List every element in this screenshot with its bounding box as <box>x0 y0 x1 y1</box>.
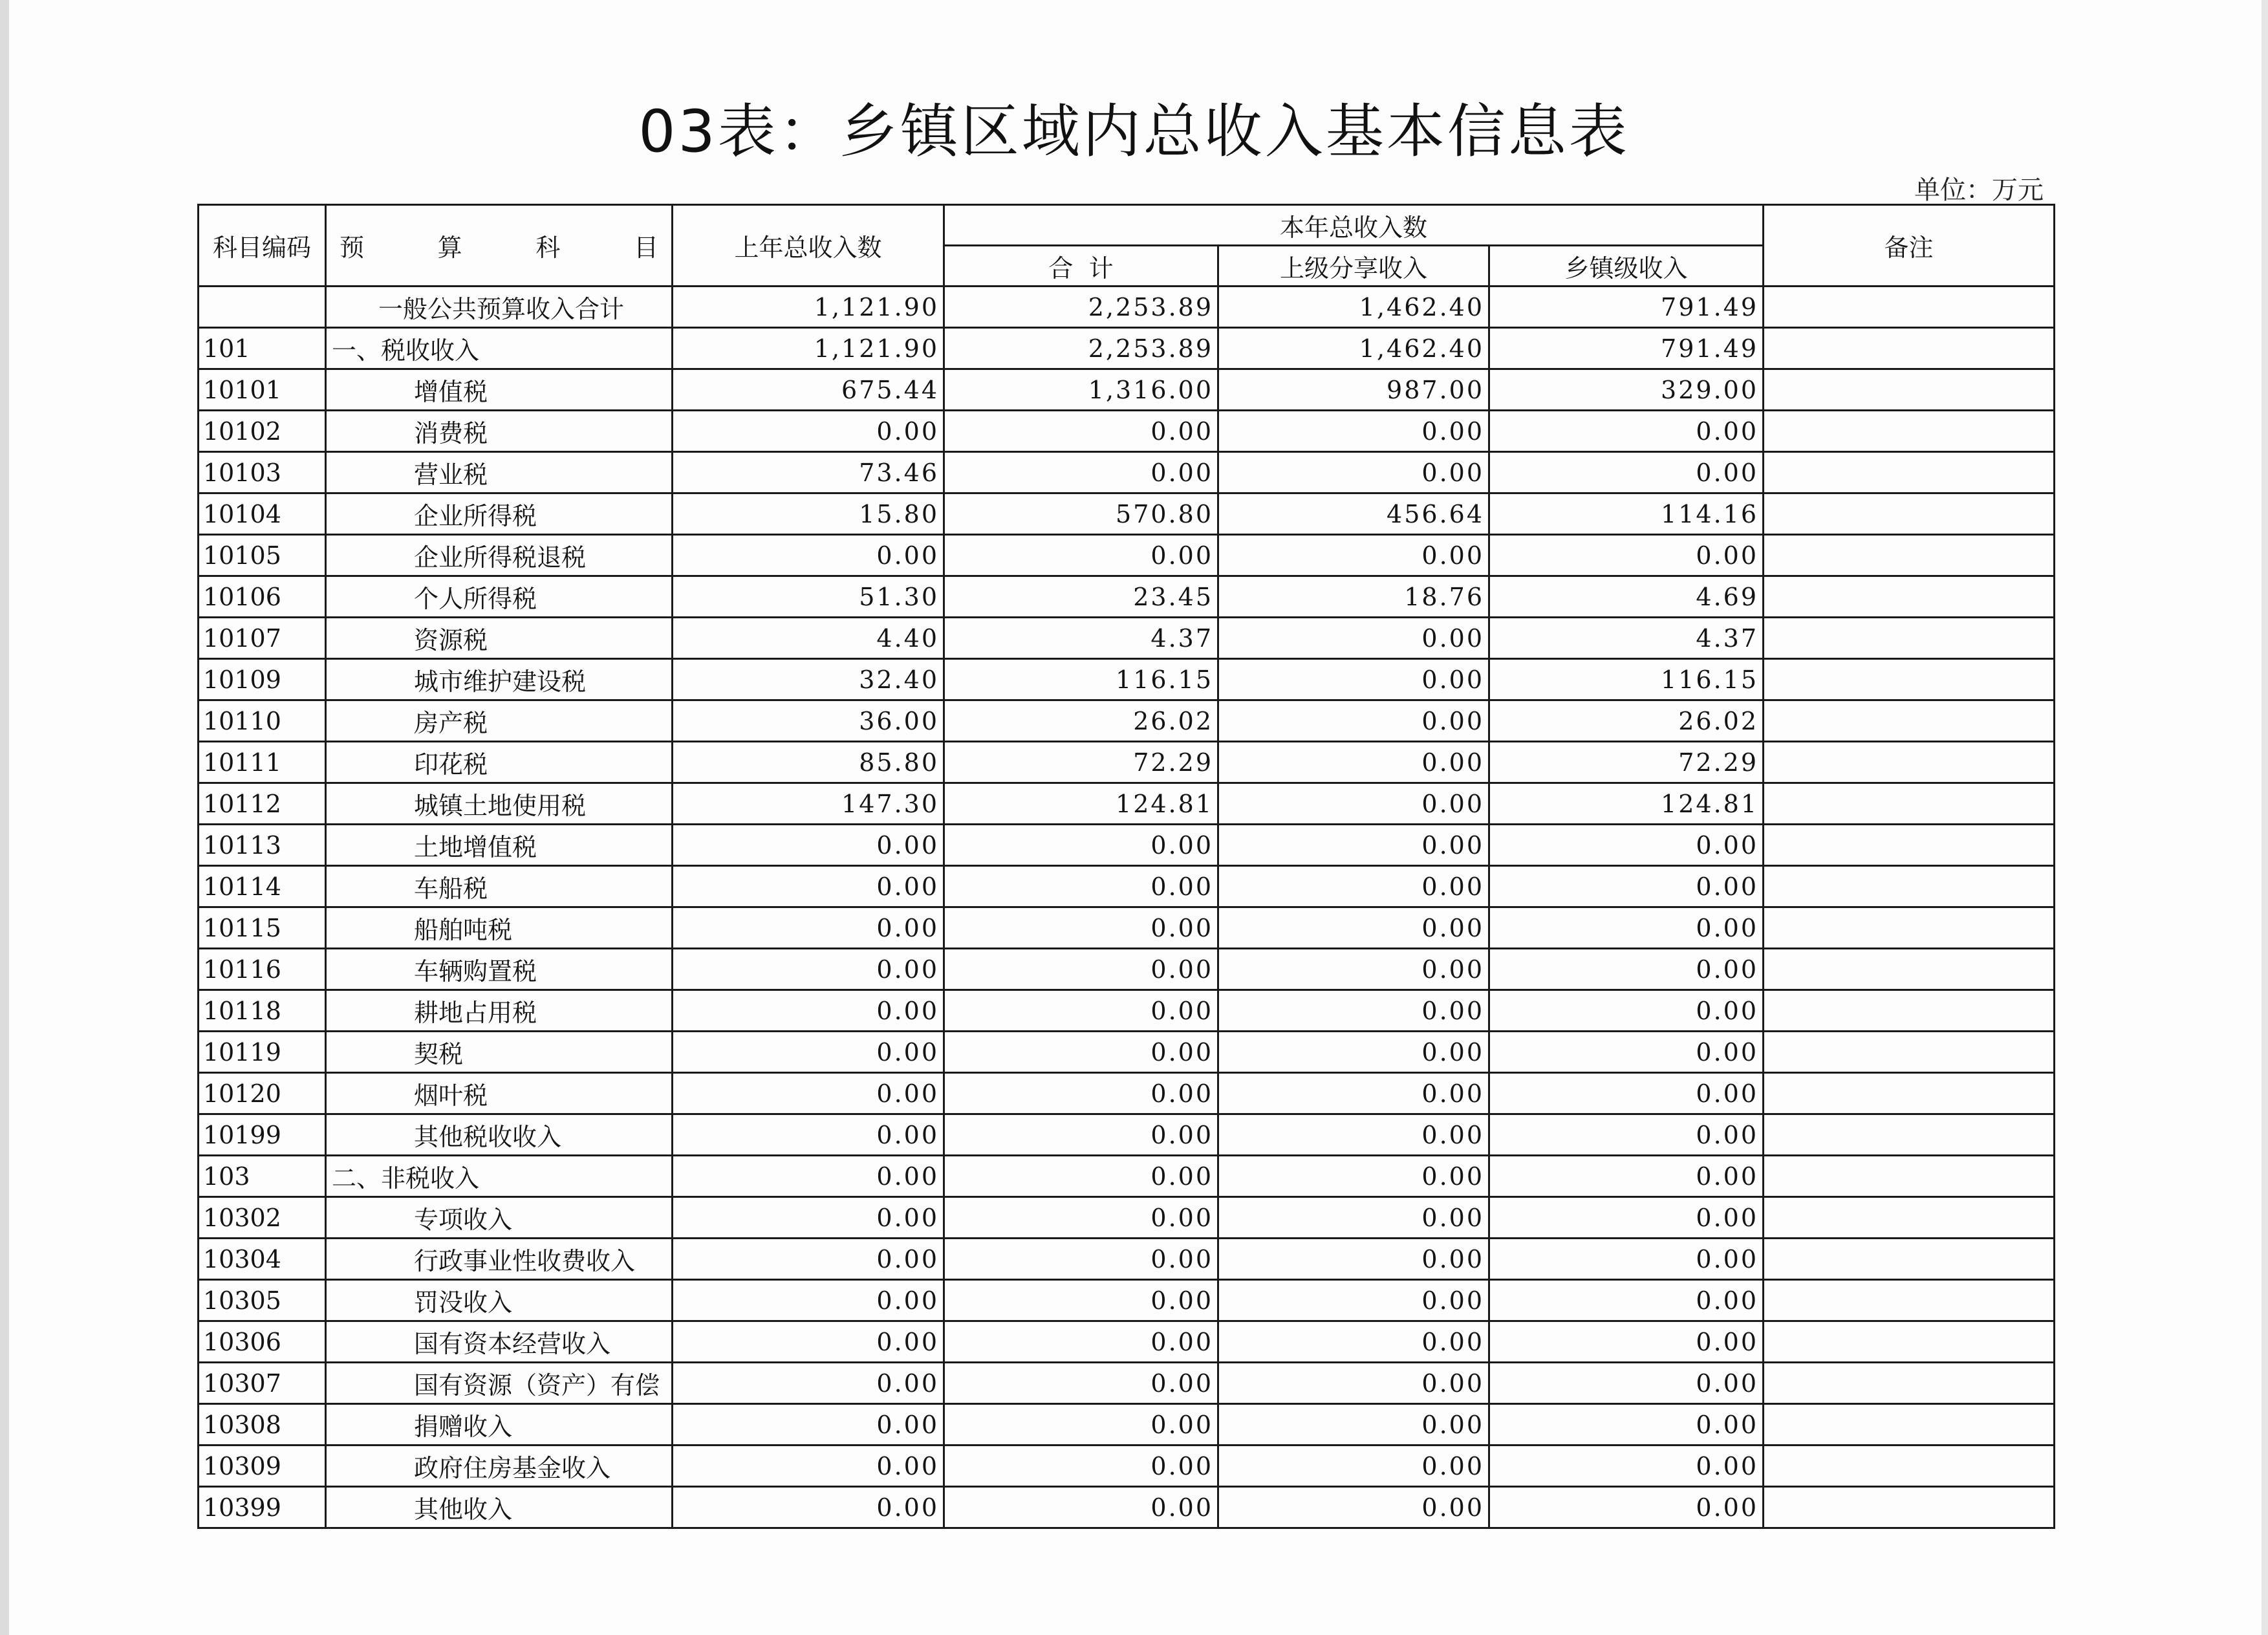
cell-code: 10101 <box>199 369 326 411</box>
header-code: 科目编码 <box>199 205 326 287</box>
cell-last-year: 0.00 <box>673 1032 944 1073</box>
cell-remark <box>1764 576 2055 618</box>
cell-code: 10111 <box>199 742 326 783</box>
cell-town-level: 0.00 <box>1489 1073 1764 1114</box>
cell-upper-share: 0.00 <box>1218 742 1489 783</box>
cell-upper-share: 0.00 <box>1218 1114 1489 1156</box>
cell-code: 10308 <box>199 1404 326 1446</box>
revenue-table <box>197 204 2055 1529</box>
cell-town-level: 0.00 <box>1489 1321 1764 1363</box>
cell-upper-share: 0.00 <box>1218 1321 1489 1363</box>
table-row <box>199 700 2055 742</box>
cell-remark <box>1764 1156 2055 1197</box>
cell-code: 10113 <box>199 825 326 866</box>
cell-upper-share: 1,462.40 <box>1218 287 1489 328</box>
table-row <box>199 1321 2055 1363</box>
cell-subject: 城镇土地使用税 <box>326 783 673 825</box>
cell-subject: 房产税 <box>326 700 673 742</box>
header-this-year: 本年总收入数 <box>944 205 1764 246</box>
cell-town-level: 0.00 <box>1489 1446 1764 1487</box>
cell-remark <box>1764 287 2055 328</box>
cell-last-year: 0.00 <box>673 949 944 990</box>
table-row <box>199 1280 2055 1321</box>
table-row <box>199 1032 2055 1073</box>
cell-remark <box>1764 700 2055 742</box>
cell-remark <box>1764 949 2055 990</box>
cell-subject: 车船税 <box>326 866 673 907</box>
cell-subject: 二、非税收入 <box>326 1156 673 1197</box>
cell-town-level: 116.15 <box>1489 659 1764 700</box>
cell-total: 0.00 <box>944 1404 1218 1446</box>
cell-code: 10114 <box>199 866 326 907</box>
cell-subject: 罚没收入 <box>326 1280 673 1321</box>
cell-total: 0.00 <box>944 866 1218 907</box>
header-total: 合 计 <box>944 246 1218 287</box>
cell-town-level: 4.69 <box>1489 576 1764 618</box>
cell-last-year: 0.00 <box>673 1363 944 1404</box>
table-row <box>199 990 2055 1032</box>
cell-total: 1,316.00 <box>944 369 1218 411</box>
cell-upper-share: 0.00 <box>1218 659 1489 700</box>
table-row <box>199 328 2055 369</box>
cell-last-year: 0.00 <box>673 1446 944 1487</box>
cell-total: 0.00 <box>944 1114 1218 1156</box>
table-row <box>199 866 2055 907</box>
cell-town-level: 0.00 <box>1489 535 1764 576</box>
cell-town-level: 0.00 <box>1489 1363 1764 1404</box>
header-remark: 备注 <box>1764 205 2055 287</box>
cell-last-year: 0.00 <box>673 1156 944 1197</box>
cell-town-level: 0.00 <box>1489 1197 1764 1239</box>
cell-upper-share: 0.00 <box>1218 411 1489 452</box>
cell-last-year: 147.30 <box>673 783 944 825</box>
table-row <box>199 287 2055 328</box>
cell-town-level: 0.00 <box>1489 1239 1764 1280</box>
cell-last-year: 0.00 <box>673 1321 944 1363</box>
cell-code: 10119 <box>199 1032 326 1073</box>
cell-code: 10306 <box>199 1321 326 1363</box>
cell-upper-share: 18.76 <box>1218 576 1489 618</box>
cell-remark <box>1764 1032 2055 1073</box>
cell-total: 124.81 <box>944 783 1218 825</box>
cell-upper-share: 0.00 <box>1218 1073 1489 1114</box>
cell-last-year: 675.44 <box>673 369 944 411</box>
table-row <box>199 907 2055 949</box>
cell-code: 10103 <box>199 452 326 493</box>
cell-last-year: 0.00 <box>673 1404 944 1446</box>
cell-subject: 捐赠收入 <box>326 1404 673 1446</box>
cell-total: 570.80 <box>944 493 1218 535</box>
table-row <box>199 1197 2055 1239</box>
cell-remark <box>1764 1487 2055 1528</box>
cell-subject: 耕地占用税 <box>326 990 673 1032</box>
cell-remark <box>1764 659 2055 700</box>
table-row <box>199 576 2055 618</box>
cell-town-level: 0.00 <box>1489 990 1764 1032</box>
cell-code: 10112 <box>199 783 326 825</box>
cell-code: 10115 <box>199 907 326 949</box>
cell-subject: 船舶吨税 <box>326 907 673 949</box>
cell-total: 0.00 <box>944 535 1218 576</box>
cell-total: 0.00 <box>944 1032 1218 1073</box>
cell-remark <box>1764 866 2055 907</box>
cell-remark <box>1764 825 2055 866</box>
table-body <box>199 287 2055 1528</box>
cell-subject: 企业所得税退税 <box>326 535 673 576</box>
cell-subject: 行政事业性收费收入 <box>326 1239 673 1280</box>
cell-last-year: 0.00 <box>673 825 944 866</box>
header-subject-char: 算 <box>437 233 462 262</box>
cell-remark <box>1764 1073 2055 1114</box>
cell-remark <box>1764 1114 2055 1156</box>
cell-town-level: 4.37 <box>1489 618 1764 659</box>
cell-town-level: 0.00 <box>1489 907 1764 949</box>
cell-town-level: 791.49 <box>1489 328 1764 369</box>
cell-town-level: 0.00 <box>1489 866 1764 907</box>
cell-last-year: 4.40 <box>673 618 944 659</box>
cell-last-year: 0.00 <box>673 907 944 949</box>
table-row <box>199 452 2055 493</box>
cell-code: 10309 <box>199 1446 326 1487</box>
table-row <box>199 1239 2055 1280</box>
cell-subject: 政府住房基金收入 <box>326 1446 673 1487</box>
cell-total: 0.00 <box>944 1239 1218 1280</box>
cell-subject: 企业所得税 <box>326 493 673 535</box>
cell-town-level: 0.00 <box>1489 1032 1764 1073</box>
table-row <box>199 1404 2055 1446</box>
cell-total: 0.00 <box>944 1321 1218 1363</box>
cell-subject: 车辆购置税 <box>326 949 673 990</box>
cell-code: 10304 <box>199 1239 326 1280</box>
cell-upper-share: 0.00 <box>1218 949 1489 990</box>
cell-code: 10102 <box>199 411 326 452</box>
cell-subject: 国有资源（资产）有偿 <box>326 1363 673 1404</box>
cell-last-year: 73.46 <box>673 452 944 493</box>
table-row <box>199 949 2055 990</box>
cell-last-year: 0.00 <box>673 1239 944 1280</box>
cell-subject: 增值税 <box>326 369 673 411</box>
cell-total: 0.00 <box>944 1363 1218 1404</box>
cell-remark <box>1764 1239 2055 1280</box>
cell-town-level: 0.00 <box>1489 411 1764 452</box>
cell-subject: 其他税收收入 <box>326 1114 673 1156</box>
cell-remark <box>1764 411 2055 452</box>
cell-subject: 资源税 <box>326 618 673 659</box>
cell-code: 10399 <box>199 1487 326 1528</box>
cell-code: 10116 <box>199 949 326 990</box>
header-subject-char: 预 <box>340 233 365 262</box>
cell-upper-share: 0.00 <box>1218 452 1489 493</box>
cell-town-level: 0.00 <box>1489 825 1764 866</box>
header-last-year: 上年总收入数 <box>673 205 944 287</box>
cell-code: 10107 <box>199 618 326 659</box>
cell-town-level: 0.00 <box>1489 1156 1764 1197</box>
cell-last-year: 36.00 <box>673 700 944 742</box>
header-subject-char: 目 <box>633 233 658 262</box>
cell-town-level: 0.00 <box>1489 1114 1764 1156</box>
cell-upper-share: 0.00 <box>1218 1404 1489 1446</box>
cell-code: 10109 <box>199 659 326 700</box>
cell-subject: 契税 <box>326 1032 673 1073</box>
cell-town-level: 0.00 <box>1489 452 1764 493</box>
page-title: 03表：乡镇区域内总收入基本信息表 <box>638 98 1630 166</box>
cell-upper-share: 0.00 <box>1218 990 1489 1032</box>
cell-remark <box>1764 535 2055 576</box>
cell-total: 0.00 <box>944 1156 1218 1197</box>
cell-code: 103 <box>199 1156 326 1197</box>
cell-total: 0.00 <box>944 907 1218 949</box>
cell-total: 72.29 <box>944 742 1218 783</box>
cell-subject: 一、税收收入 <box>326 328 673 369</box>
cell-code: 10305 <box>199 1280 326 1321</box>
cell-last-year: 0.00 <box>673 1197 944 1239</box>
cell-town-level: 791.49 <box>1489 287 1764 328</box>
cell-last-year: 0.00 <box>673 1487 944 1528</box>
cell-code: 10302 <box>199 1197 326 1239</box>
cell-remark <box>1764 1446 2055 1487</box>
cell-upper-share: 0.00 <box>1218 1487 1489 1528</box>
cell-remark <box>1764 452 2055 493</box>
cell-subject: 印花税 <box>326 742 673 783</box>
cell-subject: 烟叶税 <box>326 1073 673 1114</box>
cell-town-level: 329.00 <box>1489 369 1764 411</box>
cell-last-year: 0.00 <box>673 1114 944 1156</box>
table-row <box>199 783 2055 825</box>
table-row <box>199 825 2055 866</box>
cell-last-year: 0.00 <box>673 866 944 907</box>
cell-code: 10120 <box>199 1073 326 1114</box>
cell-last-year: 0.00 <box>673 535 944 576</box>
cell-total: 0.00 <box>944 990 1218 1032</box>
cell-upper-share: 0.00 <box>1218 535 1489 576</box>
table-row <box>199 1446 2055 1487</box>
cell-last-year: 0.00 <box>673 990 944 1032</box>
cell-code: 10104 <box>199 493 326 535</box>
cell-town-level: 124.81 <box>1489 783 1764 825</box>
cell-total: 2,253.89 <box>944 328 1218 369</box>
cell-code <box>199 287 326 328</box>
cell-code: 10307 <box>199 1363 326 1404</box>
cell-remark <box>1764 1321 2055 1363</box>
cell-upper-share: 0.00 <box>1218 1156 1489 1197</box>
table-row <box>199 1156 2055 1197</box>
table-row <box>199 411 2055 452</box>
cell-upper-share: 987.00 <box>1218 369 1489 411</box>
cell-subject: 营业税 <box>326 452 673 493</box>
cell-total: 26.02 <box>944 700 1218 742</box>
cell-subject: 土地增值税 <box>326 825 673 866</box>
cell-upper-share: 0.00 <box>1218 1280 1489 1321</box>
cell-code: 10106 <box>199 576 326 618</box>
cell-upper-share: 0.00 <box>1218 1197 1489 1239</box>
cell-code: 10105 <box>199 535 326 576</box>
header-subject <box>326 205 673 287</box>
cell-subject: 个人所得税 <box>326 576 673 618</box>
cell-remark <box>1764 907 2055 949</box>
cell-town-level: 0.00 <box>1489 949 1764 990</box>
cell-remark <box>1764 1197 2055 1239</box>
cell-remark <box>1764 493 2055 535</box>
cell-town-level: 0.00 <box>1489 1487 1764 1528</box>
table-row <box>199 1073 2055 1114</box>
header-subject-char: 科 <box>535 233 561 262</box>
cell-town-level: 114.16 <box>1489 493 1764 535</box>
table-row <box>199 618 2055 659</box>
cell-total: 0.00 <box>944 1197 1218 1239</box>
table-row <box>199 1114 2055 1156</box>
unit-label: 单位：万元 <box>1914 175 2044 205</box>
cell-remark <box>1764 783 2055 825</box>
cell-remark <box>1764 618 2055 659</box>
cell-subject: 国有资本经营收入 <box>326 1321 673 1363</box>
cell-upper-share: 0.00 <box>1218 866 1489 907</box>
cell-last-year: 0.00 <box>673 1280 944 1321</box>
cell-total: 4.37 <box>944 618 1218 659</box>
cell-subject: 城市维护建设税 <box>326 659 673 700</box>
table-row <box>199 1363 2055 1404</box>
cell-town-level: 0.00 <box>1489 1280 1764 1321</box>
cell-total: 0.00 <box>944 1487 1218 1528</box>
cell-remark <box>1764 328 2055 369</box>
cell-town-level: 0.00 <box>1489 1404 1764 1446</box>
cell-total: 0.00 <box>944 452 1218 493</box>
cell-last-year: 0.00 <box>673 411 944 452</box>
cell-upper-share: 0.00 <box>1218 1239 1489 1280</box>
cell-total: 116.15 <box>944 659 1218 700</box>
cell-upper-share: 0.00 <box>1218 1363 1489 1404</box>
cell-last-year: 1,121.90 <box>673 328 944 369</box>
cell-upper-share: 0.00 <box>1218 907 1489 949</box>
cell-total: 0.00 <box>944 411 1218 452</box>
table-row <box>199 659 2055 700</box>
table-row <box>199 535 2055 576</box>
cell-subject: 其他收入 <box>326 1487 673 1528</box>
header-upper-share: 上级分享收入 <box>1218 246 1489 287</box>
cell-last-year: 0.00 <box>673 1073 944 1114</box>
cell-total: 0.00 <box>944 1280 1218 1321</box>
cell-upper-share: 0.00 <box>1218 825 1489 866</box>
cell-last-year: 32.40 <box>673 659 944 700</box>
cell-last-year: 15.80 <box>673 493 944 535</box>
cell-town-level: 26.02 <box>1489 700 1764 742</box>
cell-last-year: 85.80 <box>673 742 944 783</box>
cell-remark <box>1764 1280 2055 1321</box>
cell-code: 10199 <box>199 1114 326 1156</box>
table-row <box>199 742 2055 783</box>
cell-subject: 一般公共预算收入合计 <box>326 287 673 328</box>
cell-remark <box>1764 742 2055 783</box>
cell-remark <box>1764 1363 2055 1404</box>
cell-total: 0.00 <box>944 1073 1218 1114</box>
table-row <box>199 369 2055 411</box>
table-row <box>199 493 2055 535</box>
cell-upper-share: 0.00 <box>1218 783 1489 825</box>
cell-upper-share: 0.00 <box>1218 618 1489 659</box>
cell-total: 0.00 <box>944 949 1218 990</box>
cell-code: 101 <box>199 328 326 369</box>
cell-town-level: 72.29 <box>1489 742 1764 783</box>
cell-total: 0.00 <box>944 1446 1218 1487</box>
cell-upper-share: 0.00 <box>1218 700 1489 742</box>
cell-remark <box>1764 369 2055 411</box>
cell-upper-share: 1,462.40 <box>1218 328 1489 369</box>
cell-upper-share: 0.00 <box>1218 1032 1489 1073</box>
cell-remark <box>1764 1404 2055 1446</box>
cell-code: 10118 <box>199 990 326 1032</box>
cell-upper-share: 456.64 <box>1218 493 1489 535</box>
cell-last-year: 1,121.90 <box>673 287 944 328</box>
table-row <box>199 1487 2055 1528</box>
cell-code: 10110 <box>199 700 326 742</box>
cell-upper-share: 0.00 <box>1218 1446 1489 1487</box>
cell-subject: 专项收入 <box>326 1197 673 1239</box>
header-town-level: 乡镇级收入 <box>1489 246 1764 287</box>
cell-last-year: 51.30 <box>673 576 944 618</box>
cell-total: 23.45 <box>944 576 1218 618</box>
cell-subject: 消费税 <box>326 411 673 452</box>
cell-total: 0.00 <box>944 825 1218 866</box>
cell-total: 2,253.89 <box>944 287 1218 328</box>
cell-remark <box>1764 990 2055 1032</box>
